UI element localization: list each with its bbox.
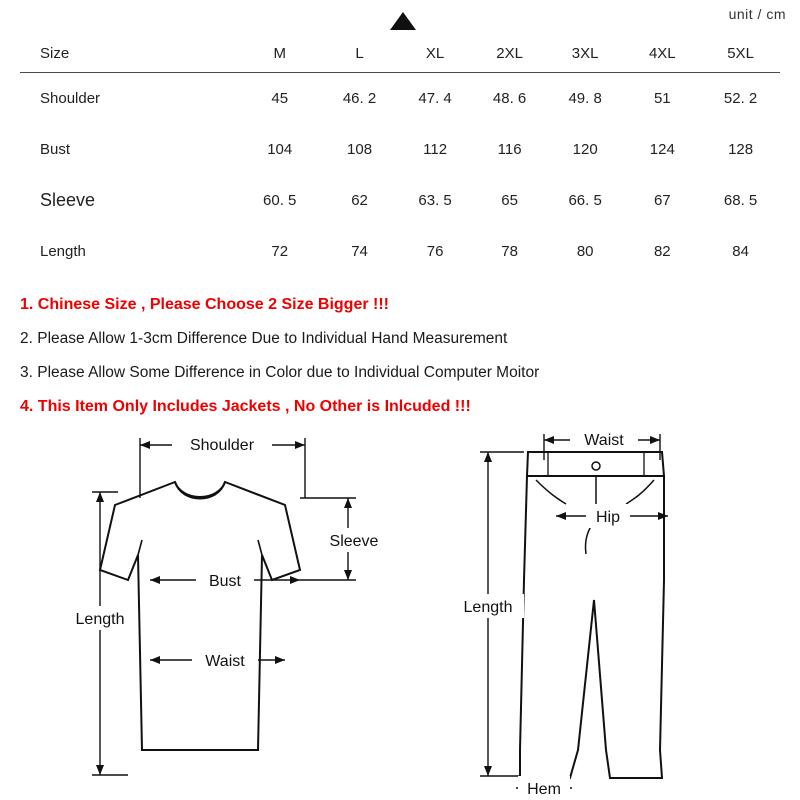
column-header-m: M [273,44,286,62]
pants-dimension-labels [452,427,638,800]
label-waist-pants: Waist [584,432,624,449]
row-label-bust: Bust [40,141,71,158]
cell-length-2xl: 78 [501,243,518,260]
triangle-marker-icon [390,12,416,30]
unit-label: unit / cm [728,6,786,22]
shirt-dimension-labels [64,432,386,672]
note-item-1: 1. Chinese Size , Please Choose 2 Size Bigger !!! [20,296,390,313]
notes-list [20,288,785,424]
cell-shoulder-xl: 47. 4 [418,90,452,107]
note-item-2: 2. Please Allow 1-3cm Difference Due to Individual Hand Measurement [20,330,508,347]
cell-bust-l: 108 [347,141,373,158]
label-hip: Hip [595,509,621,526]
row-label-sleeve: Sleeve [40,190,96,210]
measurement-diagrams [0,420,800,800]
cell-shoulder-3xl: 49. 8 [568,90,602,107]
cell-bust-2xl: 116 [497,141,522,158]
cell-length-l: 74 [351,243,368,260]
cell-sleeve-5xl: 68. 5 [723,192,758,209]
cell-bust-m: 104 [267,141,293,158]
column-header-xl: XL [425,44,445,62]
cell-shoulder-5xl: 52. 2 [723,90,758,107]
note-item-4: 4. This Item Only Includes Jackets , No Other is Inlcuded !!! [20,398,471,415]
cell-length-5xl: 84 [732,243,749,260]
row-label-shoulder: Shoulder [40,90,101,107]
label-bust: Bust [208,573,242,590]
cell-sleeve-l: 62 [351,192,368,209]
label-hem: Hem [527,781,561,798]
label-length: Length [75,611,125,628]
label-length-pants: Length [463,599,513,616]
column-header-l: L [355,44,364,62]
cell-shoulder-l: 46. 2 [342,90,377,107]
cell-length-xl: 76 [426,243,444,260]
cell-sleeve-2xl: 65 [501,192,518,209]
cell-length-m: 72 [271,243,289,260]
cell-bust-3xl: 120 [572,141,598,158]
table-row [20,73,780,125]
column-header-3xl: 3XL [571,44,599,62]
column-header-2xl: 2XL [496,44,523,62]
note-item-3: 3. Please Allow Some Difference in Color due to Individual Computer Moitor [20,364,540,381]
label-sleeve: Sleeve [329,533,379,550]
cell-length-4xl: 82 [653,243,671,260]
cell-bust-5xl: 128 [728,141,754,158]
row-label-length: Length [40,243,86,260]
column-header-4xl: 4XL [648,44,676,62]
table-row [20,226,780,277]
cell-sleeve-m: 60. 5 [263,192,297,209]
column-header-5xl: 5XL [727,44,754,62]
cell-length-3xl: 80 [576,243,594,260]
cell-bust-xl: 112 [423,141,448,158]
size-chart-table [20,34,780,277]
table-header-row [20,34,780,73]
cell-shoulder-m: 45 [271,90,289,107]
table-row [20,124,780,175]
pants-measurement-diagram [520,452,664,778]
table-corner-label: Size [40,44,70,62]
cell-shoulder-2xl: 48. 6 [492,90,527,107]
cell-bust-4xl: 124 [649,141,675,158]
label-waist: Waist [205,653,245,670]
cell-sleeve-3xl: 66. 5 [568,192,602,209]
label-shoulder: Shoulder [189,437,255,454]
cell-shoulder-4xl: 51 [653,90,671,107]
cell-sleeve-xl: 63. 5 [418,192,452,209]
table-row [20,175,780,226]
cell-sleeve-4xl: 67 [653,192,671,209]
